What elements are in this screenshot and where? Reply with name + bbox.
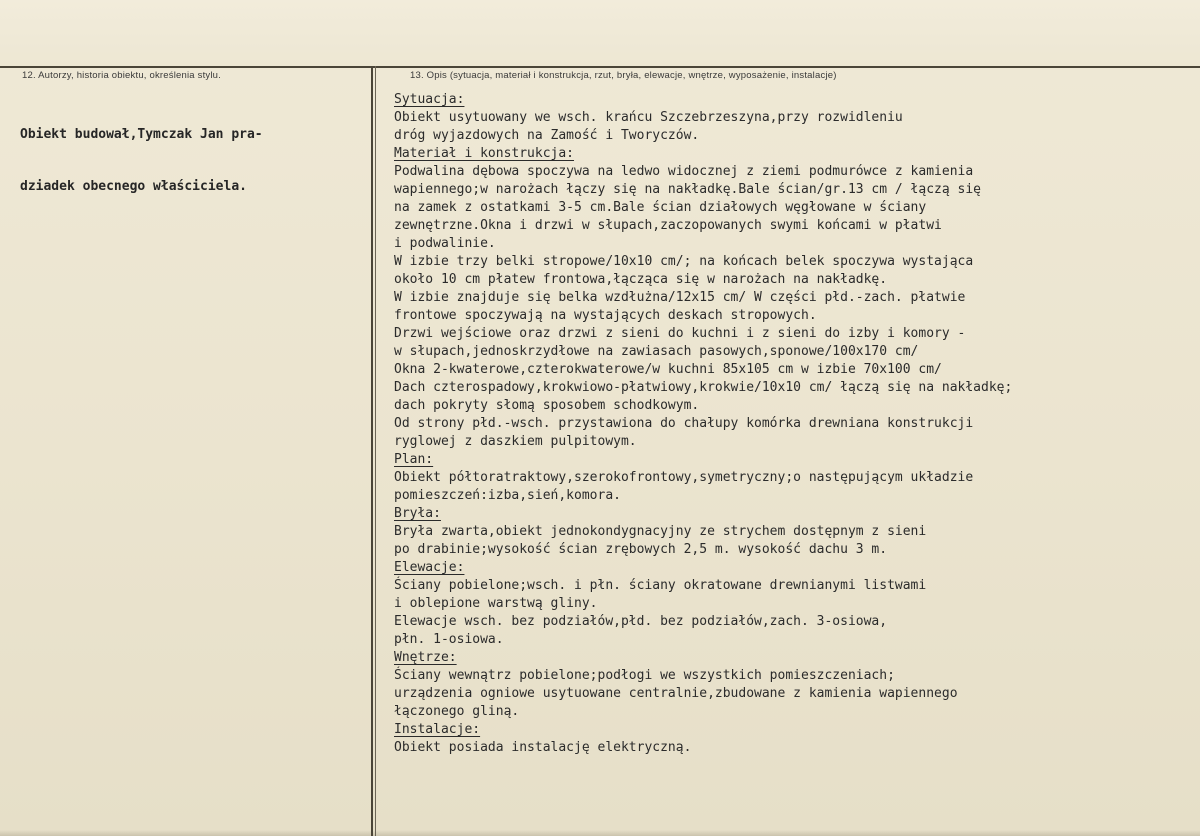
description-line: Ściany wewnątrz pobielone;podłogi we wszystkich pomieszczeniach; bbox=[394, 668, 895, 683]
bottom-edge-shadow bbox=[0, 830, 1200, 836]
section-heading: Materiał i konstrukcja: bbox=[394, 146, 575, 161]
description-line: Dach czterospadowy,krokwiowo-płatwiowy,krokwie/10x10 cm/ łączą się na nakładkę; bbox=[394, 380, 1013, 395]
description-line: zewnętrzne.Okna i drzwi w słupach,zaczopowanych swymi końcami w płatwi bbox=[394, 218, 942, 233]
section-heading: Wnętrze: bbox=[394, 650, 457, 665]
description-line: Obiekt usytuowany we wsch. krańcu Szczebrzeszyna,przy rozwidleniu bbox=[394, 110, 903, 125]
column-divider-inner bbox=[375, 66, 376, 836]
field-13-label: 13. Opis (sytuacja, materiał i konstrukcja, rzut, bryła, elewacje, wnętrze, wyposażenie, instalacje) bbox=[410, 70, 837, 81]
description-line: W izbie znajduje się belka wzdłużna/12x15 cm/ W części płd.-zach. płatwie bbox=[394, 290, 966, 305]
left-line: dziadek obecnego właściciela. bbox=[20, 179, 247, 194]
description-line: dróg wyjazdowych na Zamość i Tworyczów. bbox=[394, 128, 700, 143]
field-12-label: 12. Autorzy, historia obiektu, określenia stylu. bbox=[22, 70, 221, 81]
description-line: na zamek z ostatkami 3-5 cm.Bale ścian działowych węgłowane w ściany bbox=[394, 200, 927, 215]
description-line: Podwalina dębowa spoczywa na ledwo widocznej z ziemi podmurówce z kamienia bbox=[394, 164, 974, 179]
column-divider bbox=[371, 66, 373, 836]
description-line: pomieszczeń:izba,sień,komora. bbox=[394, 488, 621, 503]
description-line: Obiekt posiada instalację elektryczną. bbox=[394, 740, 692, 755]
section-heading: Plan: bbox=[394, 452, 434, 467]
section-heading: Elewacje: bbox=[394, 560, 465, 575]
description-line: Drzwi wejściowe oraz drzwi z sieni do kuchni i z sieni do izby i komory - bbox=[394, 326, 966, 341]
description-line: urządzenia ogniowe usytuowane centralnie,zbudowane z kamienia wapiennego bbox=[394, 686, 958, 701]
description-text bbox=[394, 91, 1194, 757]
header-rule bbox=[0, 66, 1200, 68]
description-line: po drabinie;wysokość ścian zrębowych 2,5 m. wysokość dachu 3 m. bbox=[394, 542, 888, 557]
description-line: w słupach,jednoskrzydłowe na zawiasach pasowych,sponowe/100x170 cm/ bbox=[394, 344, 919, 359]
description-line: dach pokryty słomą sposobem schodkowym. bbox=[394, 398, 700, 413]
section-heading: Bryła: bbox=[394, 506, 441, 521]
description-line: wapiennego;w narożach łączy się na nakładkę.Bale ścian/gr.13 cm / łączą się bbox=[394, 182, 981, 197]
description-line: Okna 2-kwaterowe,czterokwaterowe/w kuchni 85x105 cm w izbie 70x100 cm/ bbox=[394, 362, 942, 377]
description-line: około 10 cm płatew frontowa,łącząca się w narożach na nakładkę. bbox=[394, 272, 888, 287]
top-margin-band bbox=[0, 0, 1200, 66]
section-heading: Sytuacja: bbox=[394, 92, 465, 107]
description-line: i podwalinie. bbox=[394, 236, 496, 251]
description-line: płn. 1-osiowa. bbox=[394, 632, 504, 647]
description-line: ryglowej z daszkiem pulpitowym. bbox=[394, 434, 637, 449]
description-line: W izbie trzy belki stropowe/10x10 cm/; na końcach belek spoczywa wystająca bbox=[394, 254, 974, 269]
left-line: Obiekt budował,Tymczak Jan pra- bbox=[20, 127, 263, 142]
description-line: frontowe spoczywają na wystających deskach stropowych. bbox=[394, 308, 817, 323]
authors-history-text bbox=[20, 92, 365, 213]
section-heading: Instalacje: bbox=[394, 722, 481, 737]
description-line: Bryła zwarta,obiekt jednokondygnacyjny ze strychem dostępnym z sieni bbox=[394, 524, 927, 539]
description-line: Ściany pobielone;wsch. i płn. ściany okratowane drewnianymi listwami bbox=[394, 578, 927, 593]
description-line: Od strony płd.-wsch. przystawiona do chałupy komórka drewniana konstrukcji bbox=[394, 416, 974, 431]
description-line: i oblepione warstwą gliny. bbox=[394, 596, 598, 611]
description-line: Obiekt półtoratraktowy,szerokofrontowy,symetryczny;o następującym układzie bbox=[394, 470, 974, 485]
description-line: łączonego gliną. bbox=[394, 704, 520, 719]
description-line: Elewacje wsch. bez podziałów,płd. bez podziałów,zach. 3-osiowa, bbox=[394, 614, 888, 629]
